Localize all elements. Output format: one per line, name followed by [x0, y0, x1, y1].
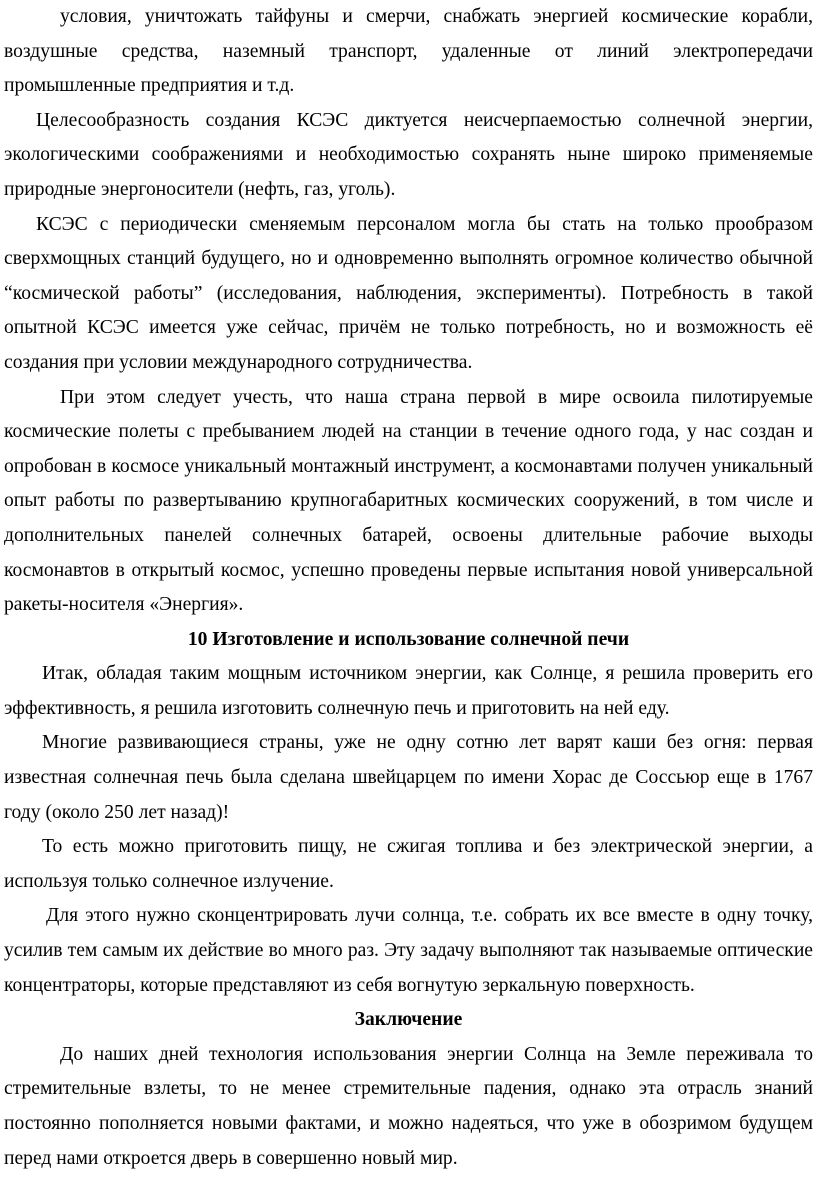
- paragraph-solar-oven-intro: Итак, обладая таким мощным источником энергии, как Солнце, я решила проверить его эффективность, я решила изготовить солнечную печь и приготовить на ней еду.: [4, 663, 813, 719]
- paragraph-country-achievements: При этом следует учесть, что наша страна первой в мире освоила пилотируемые космические полеты с пребыванием людей на станции в течение одного года, у нас создан и опробован в космосе уникальный монтажный инструмент, а космонавтами получен уникальный опыт работы по развертыванию крупногабаритных космических сооружений, в том числе и дополнительных панелей солнечных батарей, освоены длительные рабочие выходы космонавтов в открытый космос, успешно проведены первые испытания новой универсальной ракеты-носителя «Энергия».: [4, 386, 813, 616]
- paragraph-ksps-crew: КСЭС с периодически сменяемым персоналом могла бы стать на только прообразом сверхмощных станций будущего, но и одновременно выполнять огромное количество обычной “космической работы” (исследования, наблюдения, эксперименты). Потребность в такой опытной КСЭС имеется уже сейчас, причём не только потребность, но и возможность её создания при условии международного сотрудничества.: [4, 213, 813, 373]
- paragraph-conclusion: До наших дней технология использования энергии Солнца на Земле переживала то стремительные взлеты, то не менее стремительные падения, однако эта отрасль знаний постоянно пополняется новыми фактами, и можно надеяться, что уже в обозримом будущем перед нами откроется дверь в совершенно новый мир.: [4, 1043, 813, 1169]
- section-heading-solar-oven: 10 Изготовление и использование солнечной печи: [187, 628, 630, 650]
- conclusion-heading: Заключение: [354, 1009, 463, 1031]
- paragraph-ksps-rationale: Целесообразность создания КСЭС диктуется неисчерпаемостью солнечной энергии, экологическими соображениями и необходимостью сохранять ныне широко применяемые природные энергоносители (нефть, газ, уголь).: [4, 109, 813, 200]
- paragraph-continuation: условия, уничтожать тайфуны и смерчи, снабжать энергией космические корабли, воздушные средства, наземный транспорт, удаленные от линий электропередачи промышленные предприятия и т.д.: [4, 6, 813, 97]
- paragraph-solar-cooking: То есть можно приготовить пищу, не сжигая топлива и без электрической энергии, а используя только солнечное излучение.: [4, 836, 813, 892]
- paragraph-solar-oven-history: Многие развивающиеся страны, уже не одну сотню лет варят каши без огня: первая известная солнечная печь была сделана швейцарцем по имени Хорас де Соссьюр еще в 1767 году (около 250 лет назад)!: [4, 732, 813, 823]
- paragraph-concentrators: Для этого нужно сконцентрировать лучи солнца, т.е. собрать их все вместе в одну точку, усилив тем самым их действие во много раз. Эту задачу выполняют так называемые оптические концентраторы, которые представляют из себя вогнутую зеркальную поверхность.: [4, 905, 813, 996]
